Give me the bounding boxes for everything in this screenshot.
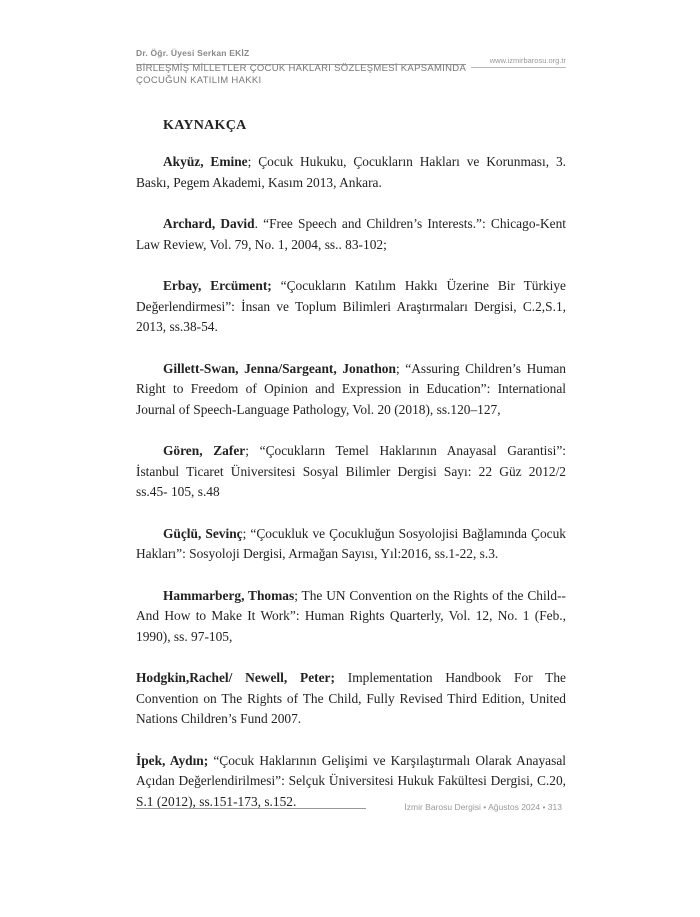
reference-text: . “Free Speech and Children’s Interests.”: Chicago-Kent Law Review, Vol. 79, No. 1, 2004, ss.. 83-102; — [136, 216, 567, 252]
site-rule — [471, 67, 566, 68]
reference-author: İpek, Aydın; — [136, 752, 209, 768]
reference-author: Güçlü, Sevinç — [163, 525, 243, 541]
reference-text: ; The UN Convention on the Rights of the Child--And How to Make It Work”: Human Rights Quarterly, Vol. 12, No. 1 (Feb., 1990), ss. 97-105, — [136, 587, 567, 644]
footer-text: İzmir Barosu Dergisi • Ağustos 2024 • 313 — [404, 802, 562, 812]
section-heading: KAYNAKÇA — [163, 118, 247, 133]
reference-text: “Çocuk Haklarının Gelişimi ve Karşılaştırmalı Olarak Anayasal Açıdan Değerlendirilmesi”: Selçuk Üniversitesi Hukuk Fakültesi Dergisi, C.20, S.1 (2012), ss.151-173, s.152. — [136, 752, 566, 809]
reference-author: Hammarberg, Thomas — [163, 587, 295, 603]
reference-text: ; “Assuring Children’s Human Right to Freedom of Opinion and Expression in Education”: International Journal of Speech-Language Pathology, Vol. 20 (2018), ss.120–127, — [136, 360, 567, 417]
reference-text: ; “Çocukluk ve Çocukluğun Sosyolojisi Bağlamında Çocuk Hakları”: Sosyoloji Dergisi, Armağan Sayısı, Yıl:2016, ss.1-22, s.3. — [136, 525, 566, 561]
reference-item — [136, 441, 566, 503]
reference-text: “Çocukların Katılım Hakkı Üzerine Bir Türkiye Değerlendirmesi”: İnsan ve Toplum Bilimleri Araştırmaları Dergisi, C.2,S.1, 2013, ss.38-54. — [136, 278, 566, 334]
subtitle-line-2: ÇOCUĞUN KATILIM HAKKI — [136, 75, 262, 86]
reference-author: Hodgkin,Rachel/ Newell, Peter; — [136, 670, 335, 685]
reference-author: Archard, David — [163, 216, 255, 231]
reference-text: Implementation Handbook For The Convention on The Rights of The Child, Fully Revised Third Edition, United Nations Children’s Fund 2007. — [136, 670, 566, 726]
reference-text: ; Çocuk Hukuku, Çocukların Hakları ve Korunması, 3. Baskı, Pegem Akademi, Kasım 2013, Ankara. — [136, 154, 566, 190]
reference-author: Gillett-Swan, Jenna/Sargeant, Jonathon — [163, 360, 396, 376]
subtitle-line-1: BİRLEŞMİŞ MİLLETLER ÇOCUK HAKLARI SÖZLEŞMESİ KAPSAMINDA — [136, 63, 467, 74]
reference-item — [136, 668, 566, 730]
page-header — [136, 48, 566, 86]
reference-text: ; “Çocukların Temel Haklarının Anayasal Garantisi”: İstanbul Ticaret Üniversitesi Sosyal Bilimler Dergisi Sayı: 22 Güz 2012/2 ss.45- 105, s.48 — [136, 443, 566, 499]
header-subtitle — [136, 63, 476, 87]
reference-author: Erbay, Ercüment; — [163, 278, 272, 293]
reference-list — [136, 152, 566, 812]
header-author: Dr. Öğr. Üyesi Serkan EKİZ — [136, 48, 250, 58]
reference-item — [136, 214, 566, 255]
footer-rule — [136, 808, 366, 809]
reference-item — [136, 524, 566, 565]
reference-item — [136, 276, 566, 338]
header-site: www.izmirbarosu.org.tr — [489, 56, 566, 65]
reference-item — [136, 359, 566, 421]
main-content — [136, 118, 566, 825]
page-footer — [136, 800, 566, 820]
reference-item — [136, 152, 566, 193]
reference-author: Akyüz, Emine — [163, 154, 248, 169]
reference-item — [136, 586, 566, 648]
reference-author: Gören, Zafer — [163, 443, 246, 458]
